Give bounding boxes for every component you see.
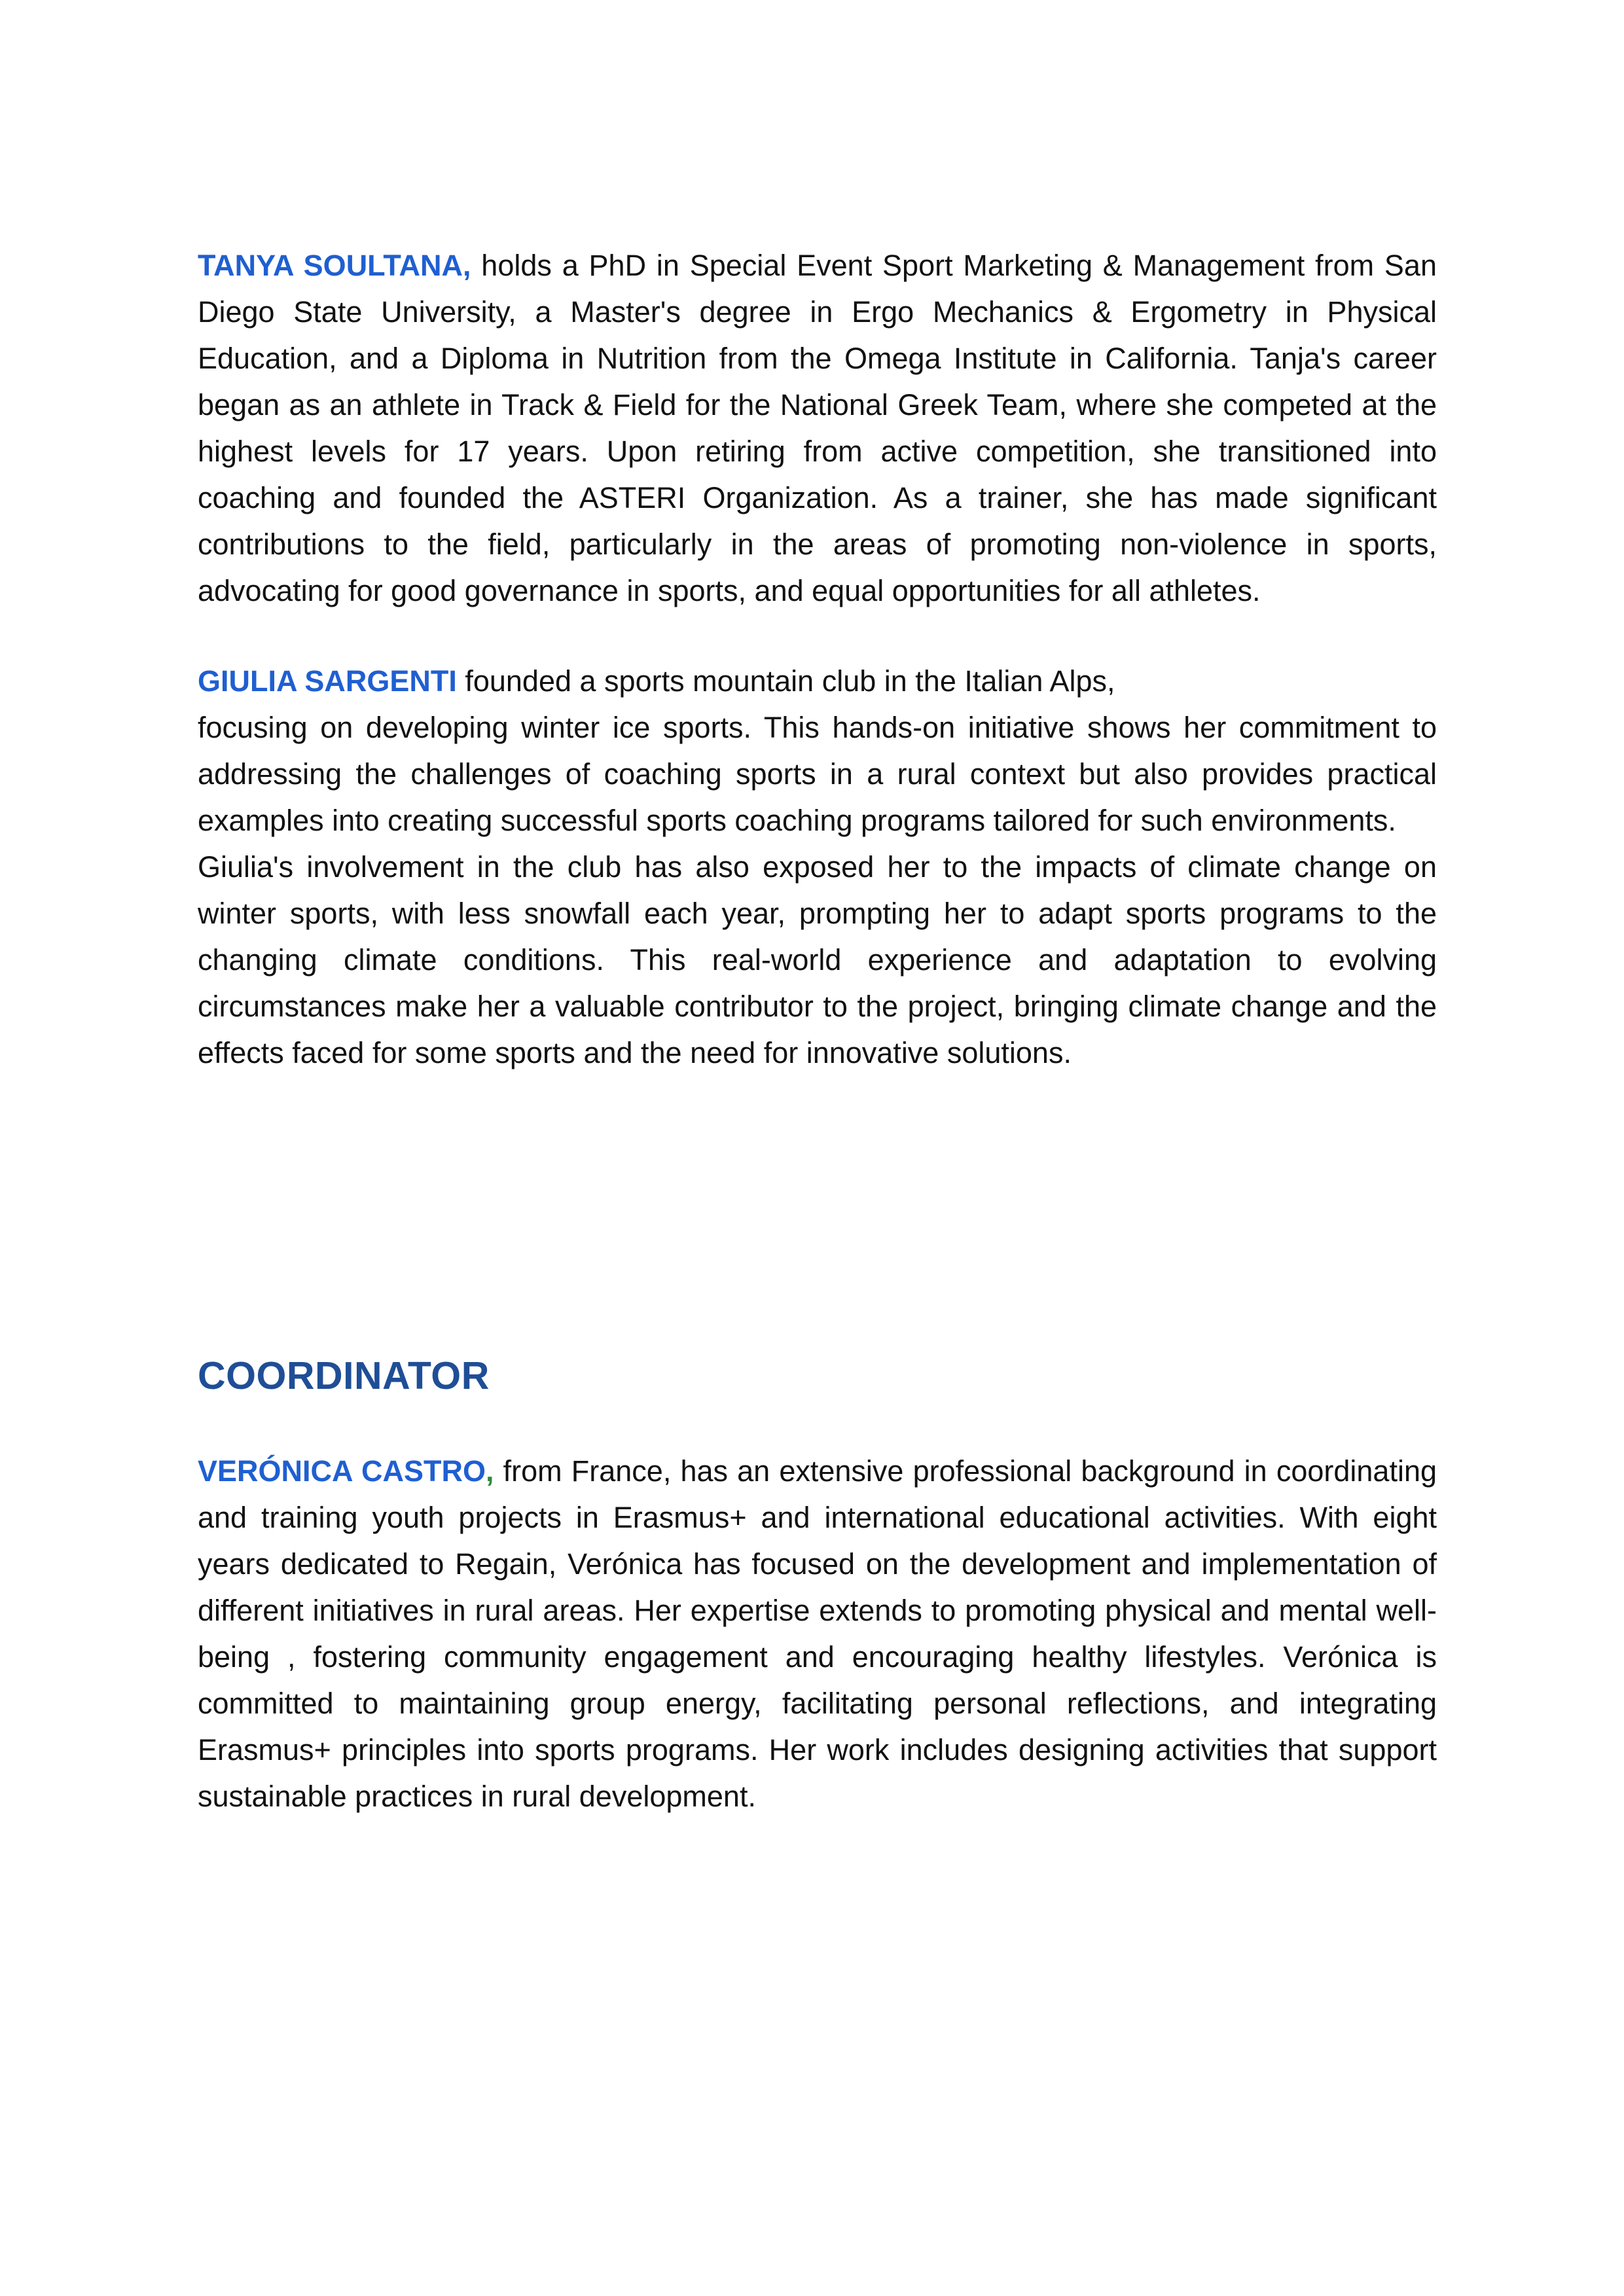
bio-giulia-paragraph-3: Giulia's involvement in the club has also exposed her to the impacts of climate change on winter sports, with less snowfall each year, prompting her to adapt sports programs to the changing climate conditions. This real-world experience and adaptation to evolving circumstances make her a valuable contributor to the project, bringing climate change and the effects faced for some sports and the need for innovative solutions. [198,850,1437,1069]
bio-tanya-paragraph [198,242,1437,614]
bio-giulia-paragraph-2: focusing on developing winter ice sports. This hands-on initiative shows her commitment to addressing the challenges of coaching sports in a rural context but also provides practical examples into creating successful sports coaching programs tailored for such environments. [198,711,1437,837]
bio-veronica-text: from France, has an extensive professional background in coordinating and training youth projects in Erasmus+ and international educational activities. With eight years dedicated to Regain, Verónica has focused on the development and implementation of different initiatives in rural areas. Her expertise extends to promoting physical and mental well-being , fostering community engagement and encouraging healthy lifestyles. Verónica is committed to maintaining group energy, facilitating personal reflections, and integrating Erasmus+ principles into sports programs. Her work includes designing activities that support sustainable practices in rural development. [198,1454,1437,1813]
bio-veronica-comma: , [486,1454,494,1488]
bio-giulia-name: GIULIA SARGENTI [198,664,457,698]
coordinator-heading: COORDINATOR [198,1354,490,1397]
bio-giulia-line1: founded a sports mountain club in the Italian Alps, [456,664,1115,698]
bio-veronica-name: VERÓNICA CASTRO [198,1454,486,1488]
bio-tanya-text: holds a PhD in Special Event Sport Marketing & Management from San Diego State University, a Master's degree in Ergo Mechanics & Ergometry in Physical Education, and a Diploma in Nutrition from the Omega Institute in California. Tanja's career began as an athlete in Track & Field for the National Greek Team, where she competed at the highest levels for 17 years. Upon retiring from active competition, she transitioned into coaching and founded the ASTERI Organization. As a trainer, she has made significant contributions to the field, particularly in the areas of promoting non-violence in sports, advocating for good governance in sports, and equal opportunities for all athletes. [198,249,1437,607]
bio-giulia-first-line [198,658,1437,704]
bio-veronica-paragraph [198,1448,1437,1820]
bio-tanya-name: TANYA SOULTANA, [198,249,471,282]
